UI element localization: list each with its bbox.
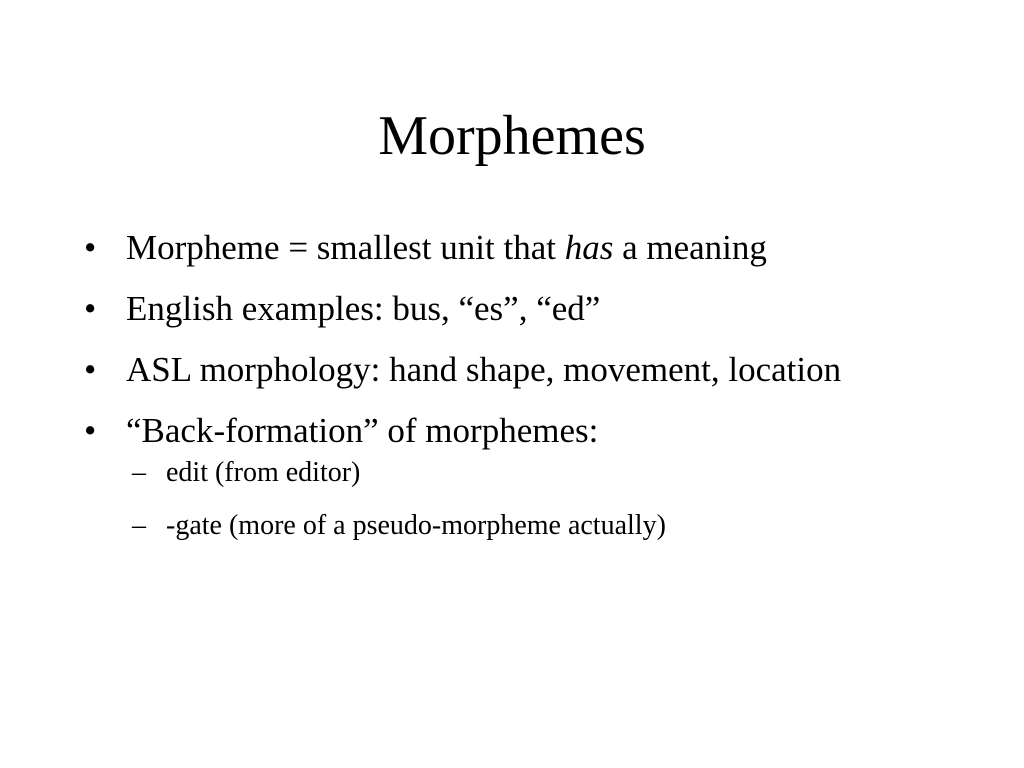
bullet-item-back-formation [84, 409, 944, 544]
bullet-text: “Back-formation” of morphemes: [126, 411, 599, 450]
sub-bullet-item-edit [122, 455, 944, 491]
sub-bullet-item-gate [122, 508, 944, 544]
bullet-marker: • [84, 411, 97, 450]
sub-bullet-list [126, 455, 944, 544]
sub-bullet-marker: – [132, 510, 146, 541]
bullet-item-morpheme-definition [84, 226, 944, 270]
bullet-text: ASL morphology: hand shape, movement, location [126, 350, 842, 389]
bullet-text-emphasis: has [564, 228, 614, 267]
sub-bullet-marker: – [132, 457, 146, 488]
bullet-marker: • [84, 350, 97, 389]
bullet-text-part: Morpheme = smallest unit that [126, 228, 565, 267]
bullet-text-part: a meaning [613, 228, 767, 267]
bullet-marker: • [84, 289, 97, 328]
sub-bullet-text: -gate (more of a pseudo-morpheme actually) [166, 510, 666, 541]
sub-bullet-text: edit (from editor) [166, 457, 361, 488]
bullet-marker: • [84, 228, 97, 267]
bullet-item-english-examples [84, 287, 944, 331]
bullet-item-asl-morphology [84, 348, 944, 392]
bullet-list [84, 226, 944, 561]
bullet-text: English examples: bus, “es”, “ed” [126, 289, 601, 328]
slide-title: Morphemes [378, 105, 646, 167]
